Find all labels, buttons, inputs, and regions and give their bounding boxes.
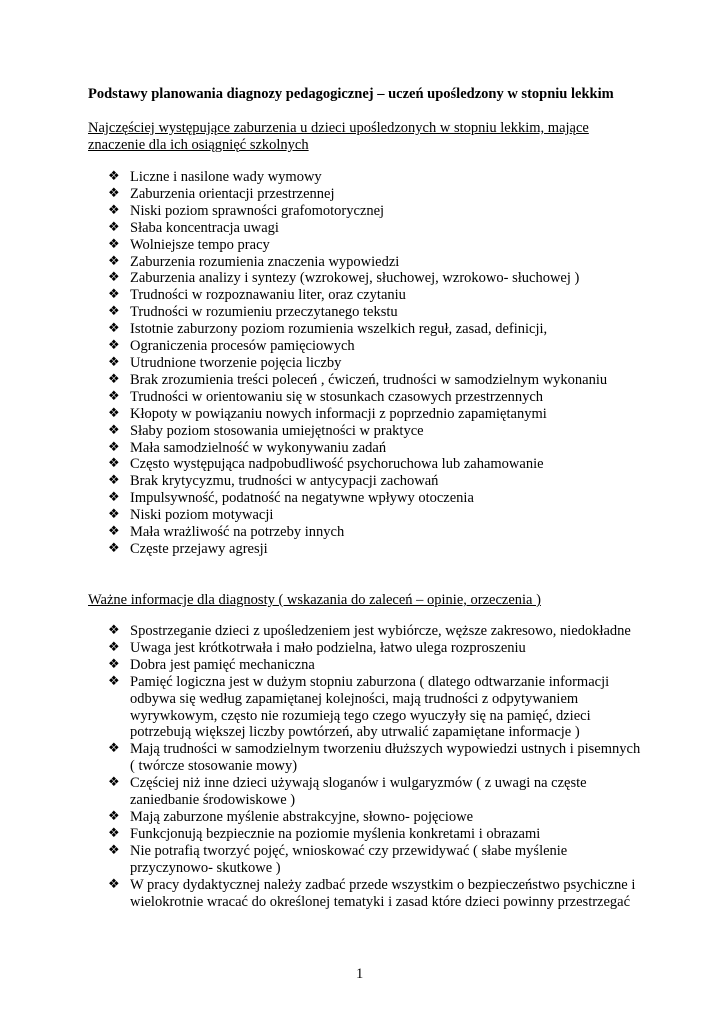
diamond-bullet-icon: ❖ — [108, 270, 120, 286]
list-item-text: Zaburzenia rozumienia znaczenia wypowiedzi — [130, 253, 400, 270]
list-item — [108, 877, 648, 911]
list-item-text: Istotnie zaburzony poziom rozumienia wszelkich reguł, zasad, definicji, — [130, 321, 548, 338]
list-item — [108, 203, 648, 220]
list-item — [108, 186, 648, 203]
list-item-text: Pamięć logiczna jest w dużym stopniu zaburzona ( dlatego odtwarzanie informacji odbywa się według zapamiętanej kolejności, mają trudności z odpytywaniem wyrywkowym, często nie rozumieją tego czego wyuczyły się na pamięć, dzieci potrzebują większej liczby powtórzeń, aby utrwalić zapamiętane informacje ) — [130, 673, 610, 741]
list-item — [108, 456, 648, 473]
list-item — [108, 640, 648, 657]
list-item-text: Utrudnione tworzenie pojęcia liczby — [130, 354, 342, 371]
list-item — [108, 809, 648, 826]
document-title: Podstawy planowania diagnozy pedagogicznej – uczeń upośledzony w stopniu lekkim — [88, 86, 614, 102]
list-item — [108, 338, 648, 355]
list-item — [108, 423, 648, 440]
diamond-bullet-icon: ❖ — [108, 623, 120, 638]
list-item — [108, 355, 648, 372]
list-item-text: Wolniejsze tempo pracy — [130, 236, 270, 253]
list-item-text: Niski poziom sprawności grafomotorycznej — [130, 202, 385, 219]
list-item-text: Słaby poziom stosowania umiejętności w praktyce — [130, 422, 424, 439]
list-item-text: Mają zaburzone myślenie abstrakcyjne, słowno- pojęciowe — [130, 808, 474, 825]
diamond-bullet-icon: ❖ — [108, 287, 120, 303]
section-heading-disorders: Najczęściej występujące zaburzenia u dzieci upośledzonych w stopniu lekkim, mające znaczenie dla ich osiągnięć szkolnych — [88, 120, 589, 153]
list-item — [108, 843, 648, 877]
diamond-bullet-icon: ❖ — [108, 185, 120, 201]
diamond-bullet-icon: ❖ — [108, 775, 120, 791]
diagnostic-info-list — [108, 623, 648, 910]
diamond-bullet-icon: ❖ — [108, 422, 120, 438]
diamond-bullet-icon: ❖ — [108, 405, 120, 421]
list-item — [108, 674, 648, 742]
list-item — [108, 389, 648, 406]
page-number: 1 — [356, 966, 364, 982]
diamond-bullet-icon: ❖ — [108, 202, 120, 218]
list-item-text: Impulsywność, podatność na negatywne wpływy otoczenia — [130, 490, 474, 507]
list-item-text: Liczne i nasilone wady wymowy — [130, 169, 322, 185]
list-item-text: Mała wrażliwość na potrzeby innych — [130, 524, 345, 541]
list-item — [108, 826, 648, 843]
diamond-bullet-icon: ❖ — [108, 524, 120, 540]
list-item-text: Mała samodzielność w wykonywaniu zadań — [130, 439, 387, 456]
list-item-text: Dobra jest pamięć mechaniczna — [130, 656, 315, 673]
diamond-bullet-icon: ❖ — [108, 439, 120, 455]
list-item — [108, 507, 648, 524]
diamond-bullet-icon: ❖ — [108, 456, 120, 472]
diamond-bullet-icon: ❖ — [108, 169, 120, 184]
list-item-text: Trudności w rozumieniu przeczytanego tekstu — [130, 304, 398, 321]
list-item — [108, 541, 648, 558]
list-item-text: Funkcjonują bezpiecznie na poziomie myślenia konkretami i obrazami — [130, 825, 541, 842]
list-item-text: Mają trudności w samodzielnym tworzeniu dłuższych wypowiedzi ustnych i pisemnych ( twórcze stosowanie mowy) — [130, 741, 641, 775]
list-item-text: Brak krytycyzmu, trudności w antycypacji zachowań — [130, 473, 439, 490]
diamond-bullet-icon: ❖ — [108, 507, 120, 523]
list-item-text: Ograniczenia procesów pamięciowych — [130, 338, 355, 355]
list-item-text: Zaburzenia orientacji przestrzennej — [130, 185, 335, 202]
diamond-bullet-icon: ❖ — [108, 473, 120, 489]
diamond-bullet-icon: ❖ — [108, 338, 120, 354]
diamond-bullet-icon: ❖ — [108, 253, 120, 269]
diamond-bullet-icon: ❖ — [108, 673, 120, 689]
list-item — [108, 169, 648, 186]
diamond-bullet-icon: ❖ — [108, 639, 120, 655]
disorders-list — [108, 169, 648, 558]
list-item — [108, 741, 648, 775]
diamond-bullet-icon: ❖ — [108, 304, 120, 320]
list-item-text: Brak zrozumienia treści poleceń , ćwiczeń, trudności w samodzielnym wykonaniu — [130, 371, 608, 388]
list-item-text: Częste przejawy agresji — [130, 540, 268, 557]
list-item-text: Częściej niż inne dzieci używają sloganów i wulgaryzmów ( z uwagi na częste zaniedbanie środowiskowe ) — [130, 775, 587, 809]
list-item — [108, 406, 648, 423]
diamond-bullet-icon: ❖ — [108, 825, 120, 841]
list-item-text: Niski poziom motywacji — [130, 507, 274, 524]
list-item-text: Słaba koncentracja uwagi — [130, 219, 279, 236]
list-item-text: Nie potrafią tworzyć pojęć, wnioskować czy przewidywać ( słabe myślenie przyczynowo- skutkowe ) — [130, 842, 568, 876]
diamond-bullet-icon: ❖ — [108, 321, 120, 337]
list-item — [108, 287, 648, 304]
diamond-bullet-icon: ❖ — [108, 490, 120, 506]
list-item — [108, 270, 648, 287]
list-item-text: Trudności w rozpoznawaniu liter, oraz czytaniu — [130, 287, 406, 304]
list-item — [108, 623, 648, 640]
list-item-text: Uwaga jest krótkotrwała i mało podzielna, łatwo ulega rozproszeniu — [130, 639, 526, 656]
diamond-bullet-icon: ❖ — [108, 876, 120, 892]
list-item — [108, 321, 648, 338]
diamond-bullet-icon: ❖ — [108, 656, 120, 672]
list-item — [108, 490, 648, 507]
list-item-text: Często występująca nadpobudliwość psychoruchowa lub zahamowanie — [130, 456, 544, 473]
diamond-bullet-icon: ❖ — [108, 354, 120, 370]
section-heading-diagnostic-info: Ważne informacje dla diagnosty ( wskazania do zaleceń – opinie, orzeczenia ) — [88, 592, 541, 608]
list-item — [108, 440, 648, 457]
diamond-bullet-icon: ❖ — [108, 388, 120, 404]
diamond-bullet-icon: ❖ — [108, 371, 120, 387]
list-item — [108, 473, 648, 490]
list-item — [108, 524, 648, 541]
diamond-bullet-icon: ❖ — [108, 741, 120, 757]
diamond-bullet-icon: ❖ — [108, 540, 120, 556]
list-item — [108, 237, 648, 254]
diamond-bullet-icon: ❖ — [108, 842, 120, 858]
diamond-bullet-icon: ❖ — [108, 808, 120, 824]
list-item — [108, 220, 648, 237]
list-item — [108, 775, 648, 809]
list-item — [108, 657, 648, 674]
list-item-text: Trudności w orientowaniu się w stosunkach czasowych przestrzennych — [130, 388, 544, 405]
list-item-text: W pracy dydaktycznej należy zadbać przede wszystkim o bezpieczeństwo psychiczne i wielokrotnie wracać do określonej tematyki i zasad które dzieci powinny przestrzegać — [130, 876, 636, 910]
list-item — [108, 254, 648, 271]
list-item — [108, 372, 648, 389]
list-item — [108, 304, 648, 321]
list-item-text: Spostrzeganie dzieci z upośledzeniem jest wybiórcze, węższe zakresowo, niedokładne — [130, 623, 631, 639]
list-item-text: Kłopoty w powiązaniu nowych informacji z poprzednio zapamiętanymi — [130, 405, 547, 422]
list-item-text: Zaburzenia analizy i syntezy (wzrokowej, słuchowej, wzrokowo- słuchowej ) — [130, 270, 580, 287]
diamond-bullet-icon: ❖ — [108, 219, 120, 235]
diamond-bullet-icon: ❖ — [108, 236, 120, 252]
